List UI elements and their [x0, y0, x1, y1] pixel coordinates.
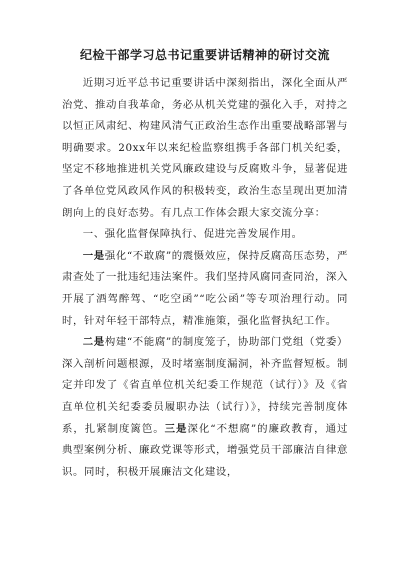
intro-paragraph: 近期习近平总书记重要讲话中深刻指出，深化全面从严治党、推动自我革命，务必从机关党建的强化入手，对持之以恒正风肃纪、构建风清气正政治生态作出重要战略部署与明确要求。20xx年以来纪检监察组携手各部门机关纪委，坚定不移地推进机关党风廉政建设与反腐败斗争，显著促进了各单位党风政风作风的积极转变，政治生态呈现出更加清朗向上的良好态势。有几点工作体会跟大家交流分享： [62, 77, 348, 219]
point-1-paragraph [62, 246, 348, 332]
section-heading: 一、强化监督保障执行、促进完善发展作用。 [82, 228, 303, 241]
point-2-lead: 二是 [82, 336, 105, 349]
document-title: 纪检干部学习总书记重要讲话精神的研讨交流 [79, 48, 330, 62]
point-3-lead: 三是 [164, 422, 188, 435]
point-1-lead: 一是 [82, 249, 105, 262]
point-2-paragraph [62, 332, 348, 483]
point-3-text: 深化“不想腐”的廉政教育，通过典型案例分析、廉政党课等形式，增强党员干部廉洁自律意识。同时，积极开展廉洁文化建设， [62, 422, 348, 478]
point-2-text: 构建“不能腐”的制度笼子，协助部门党组（党委）深入剖析问题根源，及时堵塞制度漏洞，补齐监督短板。制定并印发了《省直单位机关纪委工作规范（试行）》及《省直单位机关纪委委员履职办法（试行）》，持续完善制度体系，扎紧制度篱笆。 [62, 336, 348, 435]
point-1-text: 强化“不敢腐”的震慑效应，保持反腐高压态势，严肃查处了一批违纪违法案件。我们坚持风腐同查同治，深入开展了酒驾醉驾、“吃空函”“吃公函”等专项治理行动。同时，针对年轻干部特点，精准施策，强化监督执纪工作。 [62, 249, 348, 327]
